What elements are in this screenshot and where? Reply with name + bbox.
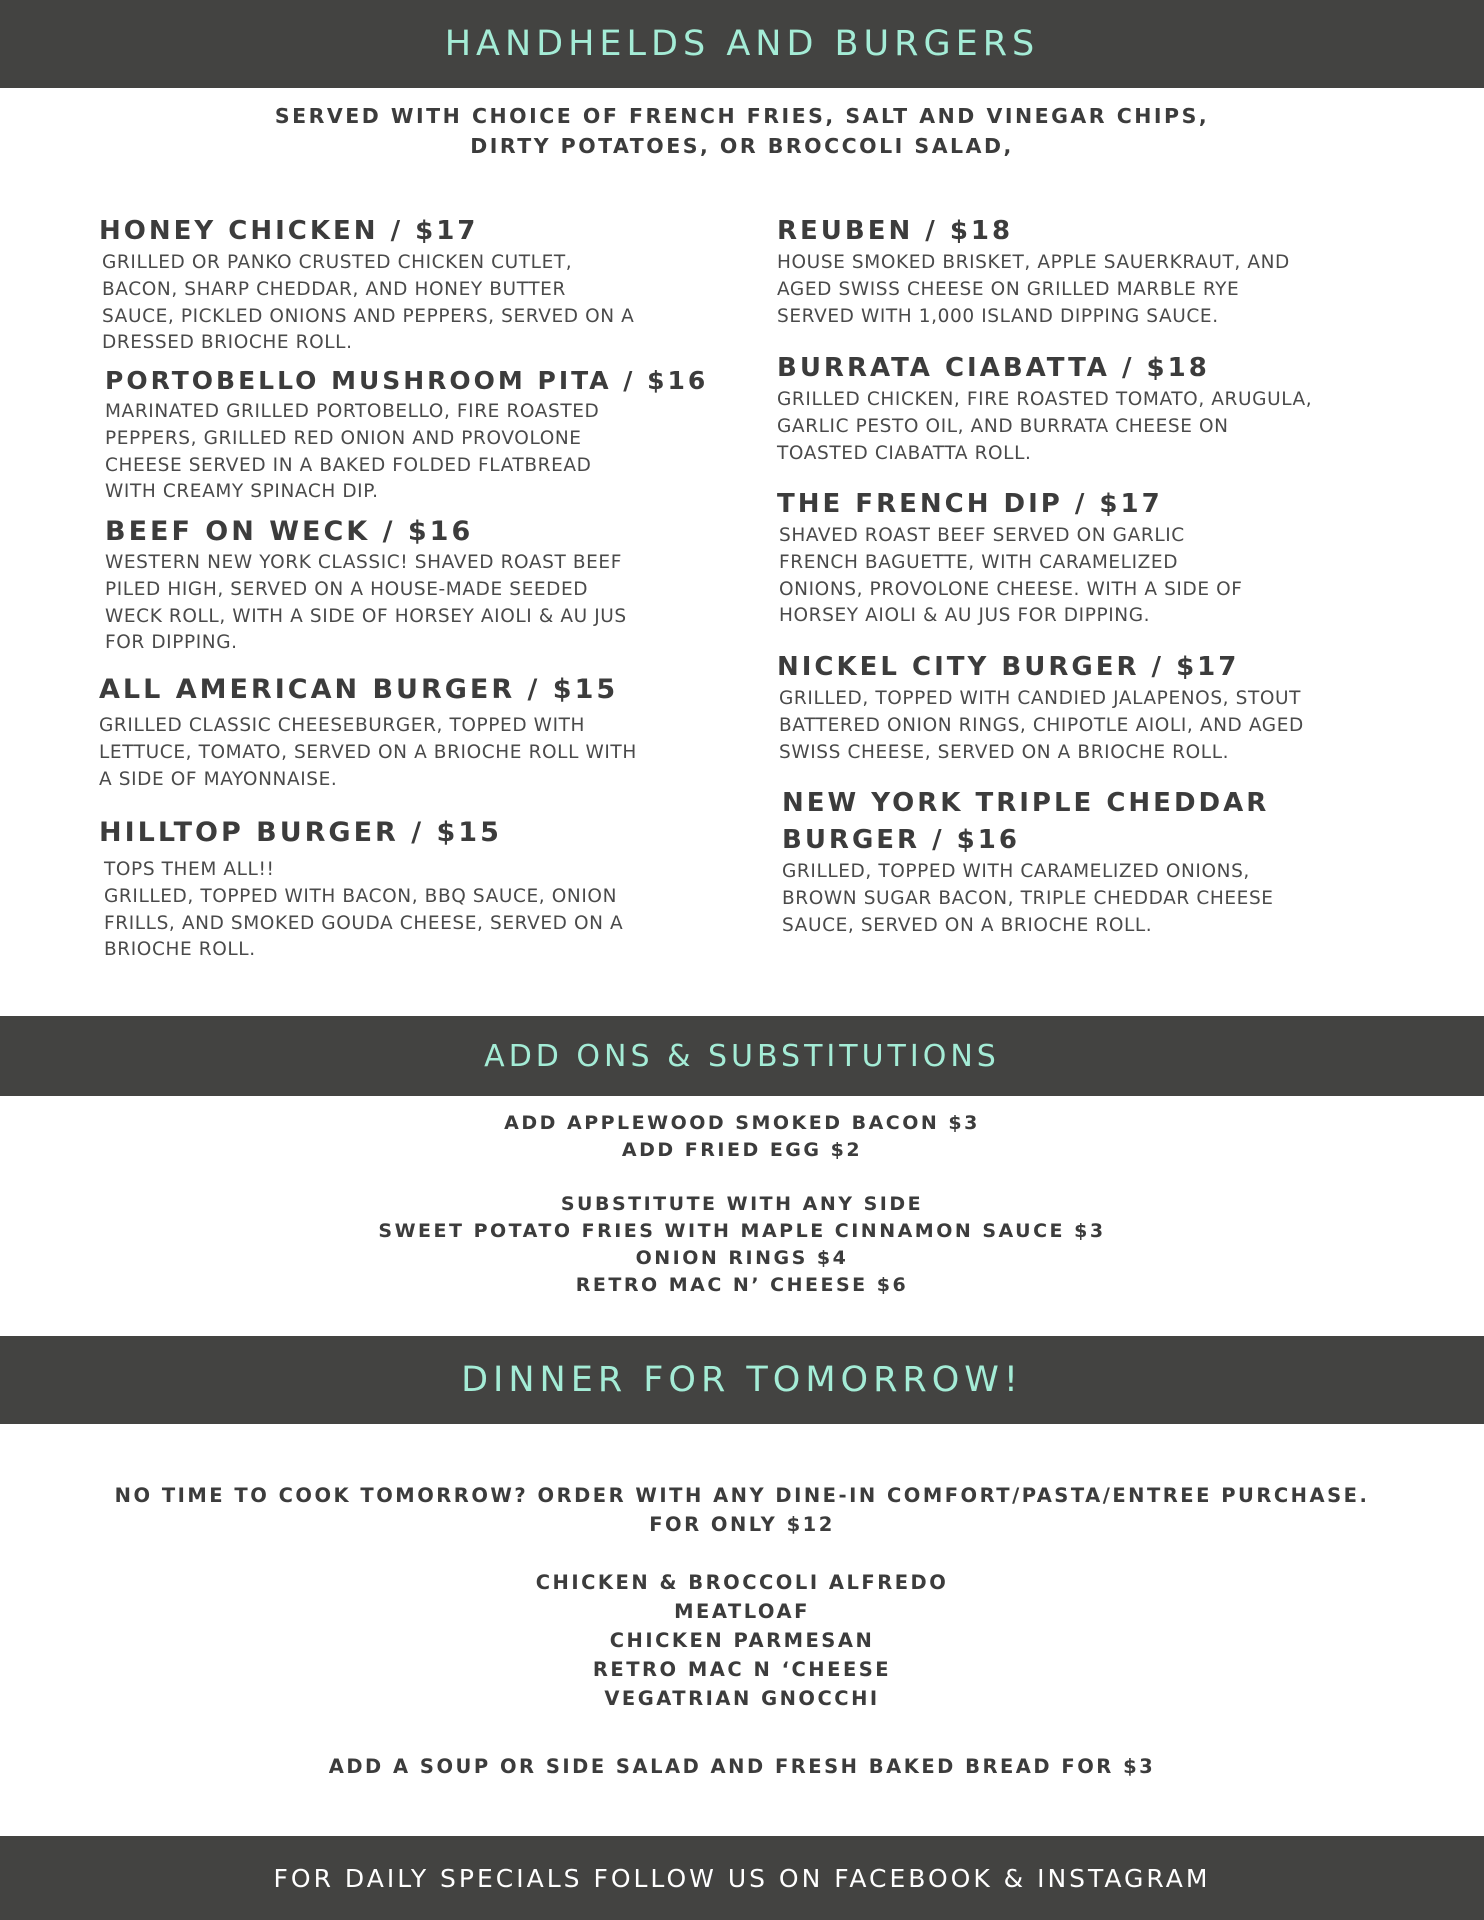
dinner-option: CHICKEN PARMESAN	[609, 1629, 875, 1652]
description-line: GRILLED, TOPPED WITH CANDIED JALAPENOS, STOUT	[779, 688, 1302, 709]
description-line: LETTUCE, TOMATO, SERVED ON A BRIOCHE ROLL WITH	[99, 741, 637, 763]
menu-item-portobello-mushroom-pita	[105, 362, 708, 506]
description-line: BATTERED ONION RINGS, CHIPOTLE AIOLI, AND AGED	[779, 714, 1304, 736]
addon-line-onion-rings: ONION RINGS $4	[635, 1247, 849, 1269]
menu-item-all-american-burger	[99, 671, 637, 793]
description-line: TOASTED CIABATTA ROLL.	[777, 442, 1032, 464]
menu-item-name: BEEF ON WECK / $16	[105, 516, 474, 547]
menu-item-name: ALL AMERICAN BURGER / $15	[99, 674, 619, 705]
menu-item-description	[777, 250, 1290, 330]
menu-item-new-york-triple-cheddar-burger	[782, 785, 1274, 939]
description-line: FRILLS, AND SMOKED GOUDA CHEESE, SERVED ON A	[104, 912, 624, 934]
description-line: A SIDE OF MAYONNAISE.	[99, 768, 338, 790]
handhelds-subtitle-line-1: SERVED WITH CHOICE OF FRENCH FRIES, SALT AND VINEGAR CHIPS,	[274, 104, 1210, 128]
footer-band	[0, 1836, 1484, 1920]
menu-item-burrata-ciabatta	[777, 350, 1312, 467]
menu-item-the-french-dip	[777, 486, 1243, 630]
dinner-header-band	[0, 1336, 1484, 1424]
description-line: GRILLED CHICKEN, FIRE ROASTED TOMATO, ARUGULA,	[777, 389, 1313, 410]
description-line: WESTERN NEW YORK CLASSIC! SHAVED ROAST BEEF	[105, 552, 622, 573]
description-line: GRILLED, TOPPED WITH BACON, BBQ SAUCE, ONION	[104, 885, 618, 907]
menu-item-description	[779, 686, 1304, 766]
handhelds-subtitle-line-2: DIRTY POTATOES, OR BROCCOLI SALAD,	[470, 134, 1014, 158]
description-line: HORSEY AIOLI & AU JUS FOR DIPPING.	[779, 605, 1151, 627]
description-line: SAUCE, SERVED ON A BRIOCHE ROLL.	[782, 914, 1153, 936]
dinner-addon: ADD A SOUP OR SIDE SALAD AND FRESH BAKED BREAD FOR $3	[328, 1755, 1156, 1778]
menu-item-name: BURRATA CIABATTA / $18	[777, 353, 1210, 383]
description-line: ONIONS, PROVOLONE CHEESE. WITH A SIDE OF	[779, 578, 1243, 600]
description-line: SWISS CHEESE, SERVED ON A BRIOCHE ROLL.	[779, 741, 1230, 763]
description-line: WITH CREAMY SPINACH DIP.	[105, 481, 379, 503]
description-line: DRESSED BRIOCHE ROLL.	[102, 332, 353, 354]
menu-item-description	[102, 250, 634, 357]
dinner-intro-line-2: FOR ONLY $12	[649, 1513, 835, 1536]
menu-item-description	[105, 399, 708, 506]
menu-item-beef-on-weck	[105, 513, 627, 657]
addon-line-sweet-potato-fries: SWEET POTATO FRIES WITH MAPLE CINNAMON SAUCE $3	[378, 1220, 1106, 1242]
menu-item-description	[104, 857, 623, 964]
menu-item-name: HILLTOP BURGER / $15	[99, 817, 502, 848]
handhelds-title: HANDHELDS AND BURGERS	[444, 24, 1040, 64]
menu-item-name-line-1: NEW YORK TRIPLE CHEDDAR	[782, 788, 1270, 818]
description-line: BACON, SHARP CHEDDAR, AND HONEY BUTTER	[102, 278, 566, 300]
handhelds-header-band	[0, 0, 1484, 88]
description-line: GRILLED OR PANKO CRUSTED CHICKEN CUTLET,	[102, 252, 573, 273]
addons-header-band	[0, 1016, 1484, 1096]
description-line: BROWN SUGAR BACON, TRIPLE CHEDDAR CHEESE	[782, 887, 1274, 909]
description-line: PEPPERS, GRILLED RED ONION AND PROVOLONE	[105, 427, 582, 449]
description-line: MARINATED GRILLED PORTOBELLO, FIRE ROASTED	[105, 401, 600, 422]
menu-item-description	[779, 523, 1243, 630]
menu-item-description	[105, 550, 627, 657]
description-line: SHAVED ROAST BEEF SERVED ON GARLIC	[779, 525, 1185, 546]
menu-item-name: PORTOBELLO MUSHROOM PITA / $16	[105, 366, 709, 395]
addon-line-bacon: ADD APPLEWOOD SMOKED BACON $3	[504, 1112, 980, 1134]
menu-item-name: REUBEN / $18	[777, 216, 1014, 246]
description-line: GRILLED, TOPPED WITH CARAMELIZED ONIONS,	[782, 861, 1250, 882]
menu-item-name: THE FRENCH DIP / $17	[777, 489, 1163, 519]
description-line: GRILLED CLASSIC CHEESEBURGER, TOPPED WITH	[99, 715, 586, 736]
description-line: SERVED WITH 1,000 ISLAND DIPPING SAUCE.	[777, 305, 1219, 327]
dinner-option: RETRO MAC N ‘CHEESE	[592, 1658, 892, 1681]
menu-item-description	[777, 387, 1312, 467]
menu-item-name: NICKEL CITY BURGER / $17	[777, 652, 1240, 682]
addon-line-egg: ADD FRIED EGG $2	[621, 1139, 863, 1161]
description-line: FRENCH BAGUETTE, WITH CARAMELIZED	[779, 551, 1179, 573]
menu-item-name: HONEY CHICKEN / $17	[99, 216, 479, 246]
menu-item-description	[99, 713, 637, 793]
description-line: GARLIC PESTO OIL, AND BURRATA CHEESE ON	[777, 415, 1229, 437]
description-line: WECK ROLL, WITH A SIDE OF HORSEY AIOLI & AU JUS	[105, 605, 627, 627]
description-line: SAUCE, PICKLED ONIONS AND PEPPERS, SERVED ON A	[102, 305, 635, 327]
dinner-title: DINNER FOR TOMORROW!	[461, 1360, 1023, 1400]
dinner-option: VEGATRIAN GNOCCHI	[604, 1687, 880, 1710]
description-line: FOR DIPPING.	[105, 632, 238, 654]
menu-item-hilltop-burger	[99, 814, 623, 964]
menu-item-reuben	[777, 213, 1290, 330]
description-line: CHEESE SERVED IN A BAKED FOLDED FLATBREAD	[105, 454, 592, 476]
addon-line-substitute: SUBSTITUTE WITH ANY SIDE	[560, 1193, 924, 1215]
menu-item-honey-chicken	[99, 213, 634, 357]
menu-item-description	[782, 859, 1274, 939]
dinner-option: MEATLOAF	[674, 1600, 810, 1623]
dinner-intro-line-1: NO TIME TO COOK TOMORROW? ORDER WITH ANY DINE-IN COMFORT/PASTA/ENTREE PURCHASE.	[114, 1484, 1370, 1507]
menu-item-nickel-city-burger	[777, 649, 1304, 766]
addon-line-mac-n-cheese: RETRO MAC N’ CHEESE $6	[575, 1274, 909, 1296]
footer-social-text: FOR DAILY SPECIALS FOLLOW US ON FACEBOOK & INSTAGRAM	[273, 1863, 1211, 1893]
description-line: HOUSE SMOKED BRISKET, APPLE SAUERKRAUT, AND	[777, 252, 1290, 273]
addons-title: ADD ONS & SUBSTITUTIONS	[484, 1038, 1000, 1074]
description-line: TOPS THEM ALL!!	[104, 859, 275, 880]
menu-item-name-line-2: BURGER / $16	[782, 825, 1020, 855]
dinner-option: CHICKEN & BROCCOLI ALFREDO	[535, 1571, 949, 1594]
description-line: BRIOCHE ROLL.	[104, 939, 256, 961]
description-line: PILED HIGH, SERVED ON A HOUSE-MADE SEEDED	[105, 578, 589, 600]
description-line: AGED SWISS CHEESE ON GRILLED MARBLE RYE	[777, 278, 1240, 300]
